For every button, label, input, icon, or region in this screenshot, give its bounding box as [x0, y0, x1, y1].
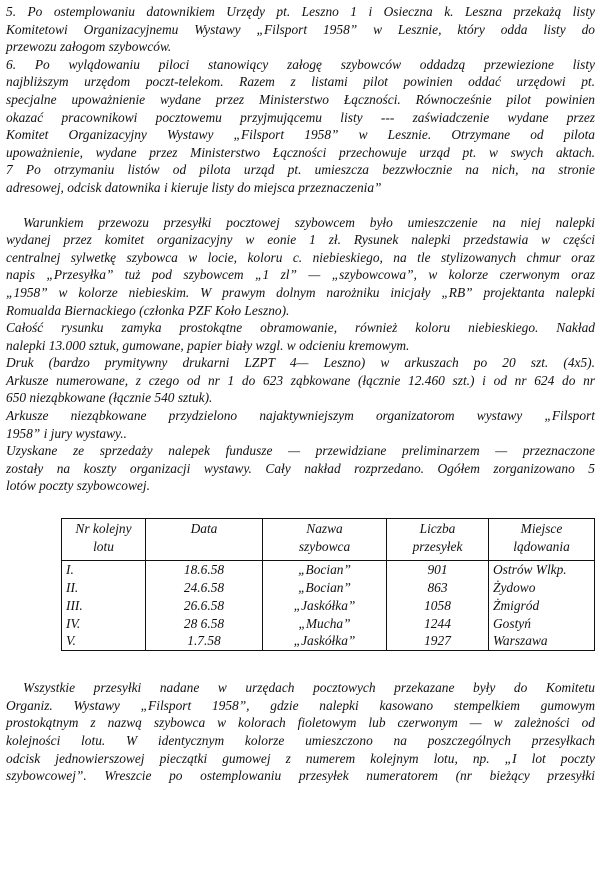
- cell-flight-number: I.: [62, 561, 146, 579]
- text-line: 1958” i jury wystawy..: [6, 425, 127, 441]
- cell-glider-name: „Mucha”: [263, 615, 387, 633]
- glider-flights-table: [61, 518, 595, 651]
- text-line: napis „Przesyłka” tuż pod szybowcem „1 zl” — „szybowcowa”, w kolorze czerwonym oraz: [6, 267, 595, 283]
- cell-flight-number: II.: [62, 579, 146, 597]
- text-line: 650 nieząbkowane (łącznie 540 sztuk).: [6, 390, 213, 406]
- cell-flight-number: IV.: [62, 615, 146, 633]
- cell-date: 26.6.58: [146, 597, 263, 615]
- cancellation-section: [6, 679, 595, 785]
- table-row: [62, 615, 595, 633]
- text-line: szybowcowej”. Wreszcie po ostemplowaniu przesyłek numeratorem (nr bieżący przesyłki: [6, 768, 595, 784]
- cell-mail-count: 1058: [387, 597, 489, 615]
- table-row: [62, 597, 595, 615]
- text-line: Romualda Biernackiego (członka PZF Koło Leszno).: [6, 302, 290, 318]
- text-line: odcisk jednowierszowej pieczątki gumowej z numerem kolejnym lotu, np. „I lot poczty: [6, 750, 595, 766]
- document-page: [6, 3, 595, 785]
- cell-landing-place: Żmigród: [489, 597, 595, 615]
- header-flight-number: Nr kolejny lotu: [62, 519, 146, 561]
- text-line: wydanej przez komitet organizacyjny w eonie 1 zł. Rysunek nalepki przedstawia w części: [6, 232, 595, 248]
- cell-glider-name: „Bocian”: [263, 579, 387, 597]
- text-line: upoważnienie, wydane przez Ministerstwo Łączności przechowuje urząd pt. w swych aktach.: [6, 144, 595, 160]
- cell-date: 1.7.58: [146, 632, 263, 650]
- text-line: Warunkiem przewozu przesyłki pocztowej szybowcem było umieszczenie na niej nalepki: [23, 214, 595, 230]
- text-line: okazać pracownikowi pocztowemu przyjmującemu listy --- zaświadczenie wydane przez: [6, 109, 595, 125]
- cell-mail-count: 863: [387, 579, 489, 597]
- cell-flight-number: V.: [62, 632, 146, 650]
- text-line: zostały na koszty organizacji wystawy. Cały nakład rozprzedano. Ogółem zorganizowano 5: [6, 460, 595, 476]
- text-line: Uzyskane ze sprzedaży nalepek fundusze — przewidziane preliminarzem — przeznaczone: [6, 443, 595, 459]
- text-line: przewozu załogom szybowców.: [6, 39, 172, 55]
- cell-glider-name: „Bocian”: [263, 561, 387, 579]
- table-header-row: [62, 519, 595, 561]
- cell-landing-place: Gostyń: [489, 615, 595, 633]
- cell-landing-place: Ostrów Wlkp.: [489, 561, 595, 579]
- text-line: 6. Po wylądowaniu piloci stanowiący załogę szybowców oddadzą przewiezione listy: [6, 56, 595, 72]
- text-line: Komitet Organizacyjny Wystawy „Filsport 1958” w Lesznie. Otrzymane od pilota: [6, 127, 595, 143]
- cell-glider-name: „Jaskółka”: [263, 632, 387, 650]
- instructions-section: [6, 3, 595, 197]
- table-row: [62, 561, 595, 579]
- cell-date: 28 6.58: [146, 615, 263, 633]
- text-line: najbliższym urzędom poczt-telekom. Razem z listami pilot powinien oddać urzędowi pt.: [6, 74, 595, 90]
- cell-glider-name: „Jaskółka”: [263, 597, 387, 615]
- table-row: [62, 579, 595, 597]
- text-line: Wszystkie przesyłki nadane w urzędach pocztowych przekazane były do Komitetu: [23, 680, 595, 696]
- text-line: centralnej sylwetkę szybowca w locie, koloru c. niebieskiego, na tle stylizowanych chmur oraz: [6, 249, 595, 265]
- label-description-section: [6, 214, 595, 496]
- text-line: prostokątnym z nazwą szybowca w kolorach fioletowym lub czerwonym — w zależności od: [6, 715, 595, 731]
- header-date: Data: [146, 519, 263, 561]
- cell-landing-place: Żydowo: [489, 579, 595, 597]
- cell-landing-place: Warszawa: [489, 632, 595, 650]
- text-line: Druk (bardzo prymitywny drukarni LZPT 4— Leszno) w arkuszach po 20 szt. (4x5).: [6, 355, 595, 371]
- text-line: 7 Po otrzymaniu listów od pilota urząd pt. umieszcza bezzwłocznie na nich, na stronie: [6, 162, 595, 178]
- cell-mail-count: 1927: [387, 632, 489, 650]
- text-line: Komitetowi Organizacyjnemu Wystawy „Filsport 1958” w Lesznie, który odda listy do: [6, 21, 595, 37]
- header-glider-name: Nazwa szybowca: [263, 519, 387, 561]
- cell-date: 18.6.58: [146, 561, 263, 579]
- text-line: Arkusze numerowane, z czego od nr 1 do 623 ząbkowane (łącznie 12.460 szt.) i od nr 624 do nr: [6, 372, 595, 388]
- cell-flight-number: III.: [62, 597, 146, 615]
- cell-mail-count: 901: [387, 561, 489, 579]
- header-mail-count: Liczba przesyłek: [387, 519, 489, 561]
- cell-mail-count: 1244: [387, 615, 489, 633]
- text-line: Arkusze nieząbkowane przydzielono najaktywniejszym organizatorom wystawy „Filsport: [6, 408, 595, 424]
- header-landing-place: Miejsce lądowania: [489, 519, 595, 561]
- text-line: adresowej, odcisk datownika i kieruje listy do miejsca przeznaczenia”: [6, 179, 382, 195]
- text-line: specjalne upoważnienie wydane przez Ministerstwo Łączności. Równocześnie pilot powinien: [6, 91, 595, 107]
- text-line: „1958” w kolorze niebieskim. W prawym dolnym narożniku inicjały „RB” projektanta nalepki: [6, 284, 595, 300]
- text-line: lotów poczty szybowcowej.: [6, 478, 150, 494]
- text-line: nalepki 13.000 sztuk, gumowane, papier biały wzgl. w odcieniu kremowym.: [6, 337, 410, 353]
- text-line: 5. Po ostemplowaniu datownikiem Urzędy pt. Leszno 1 i Osieczna k. Leszna przekażą listy: [6, 4, 595, 19]
- table-row: [62, 632, 595, 650]
- cell-date: 24.6.58: [146, 579, 263, 597]
- text-line: kolejności lotu. W identycznym kolorze umieszczono na poszczególnych przesyłkach: [6, 732, 595, 748]
- text-line: Organiz. Wystawy „Filsport 1958”, gdzie nalepki kasowano stempelkiem gumowym: [6, 697, 595, 713]
- text-line: Całość rysunku zamyka prostokątne obramowanie, również koloru niebieskiego. Nakład: [6, 320, 595, 336]
